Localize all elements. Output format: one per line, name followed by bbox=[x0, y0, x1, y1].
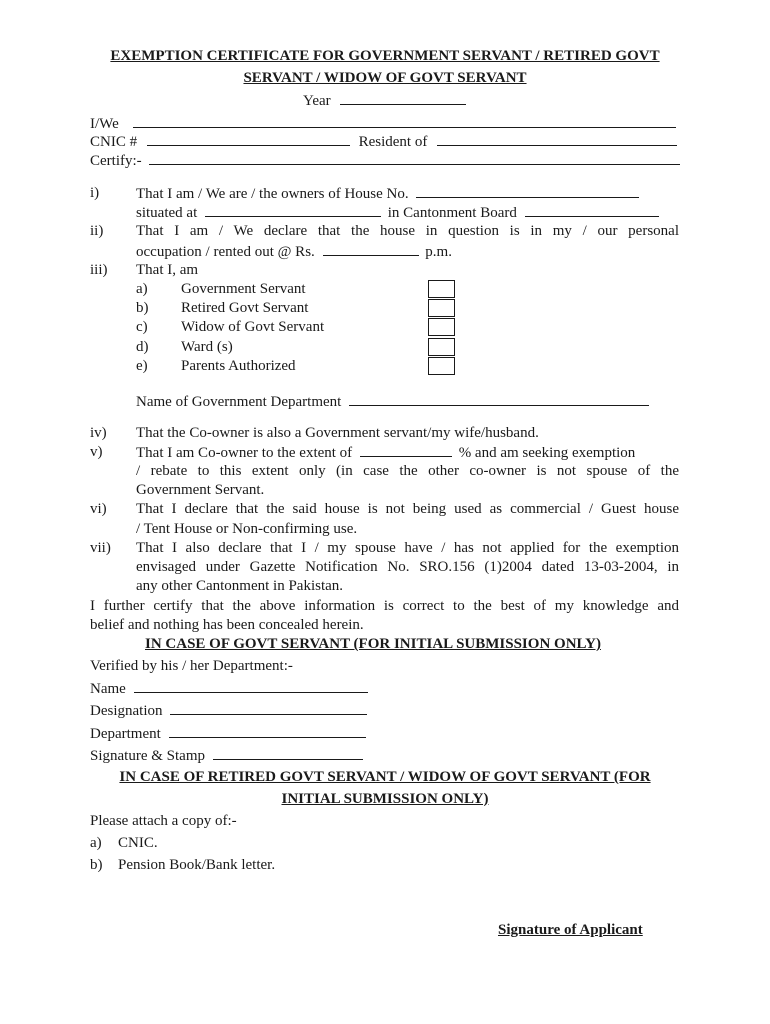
item-iii-text: That I, am bbox=[136, 262, 199, 278]
option-letter: b) bbox=[136, 300, 149, 316]
option-label: Retired Govt Servant bbox=[181, 300, 309, 316]
attach-label: Please attach a copy of:- bbox=[90, 813, 237, 829]
item-v-line-1 bbox=[136, 443, 635, 463]
rent-amount-field[interactable] bbox=[323, 242, 419, 256]
certify-field[interactable] bbox=[149, 151, 680, 165]
designation-field[interactable] bbox=[170, 701, 367, 715]
item-iv-text: That the Co-owner is also a Government servant/my wife/husband. bbox=[136, 425, 539, 441]
option-letter: e) bbox=[136, 358, 148, 374]
department-row bbox=[136, 392, 649, 412]
checkbox-parents-authorized[interactable] bbox=[428, 357, 455, 375]
form-title-line-1: EXEMPTION CERTIFICATE FOR GOVERNMENT SERVANT / RETIRED GOVT bbox=[110, 48, 660, 64]
item-iv-number: iv) bbox=[90, 425, 107, 441]
year-field[interactable] bbox=[340, 91, 466, 105]
option-label: Ward (s) bbox=[181, 339, 233, 355]
further-certify-line-2: belief and nothing has been concealed herein. bbox=[90, 617, 364, 633]
option-label: Widow of Govt Servant bbox=[181, 319, 325, 335]
iwe-field[interactable] bbox=[133, 114, 676, 128]
verifier-name-row bbox=[90, 679, 368, 699]
item-v-number: v) bbox=[90, 444, 103, 460]
designation-label: Designation bbox=[90, 703, 163, 719]
checkbox-widow-govt-servant[interactable] bbox=[428, 318, 455, 336]
attach-a-letter: a) bbox=[90, 835, 102, 851]
verified-label: Verified by his / her Department:- bbox=[90, 658, 293, 674]
option-letter: d) bbox=[136, 339, 149, 355]
attach-b-letter: b) bbox=[90, 857, 103, 873]
item-iii-number: iii) bbox=[90, 262, 108, 278]
department-verify-row bbox=[90, 724, 366, 744]
resident-field[interactable] bbox=[437, 132, 677, 146]
cnic-label: CNIC # bbox=[90, 134, 138, 150]
retired-section-heading-line-1: IN CASE OF RETIRED GOVT SERVANT / WIDOW OF GOVT SERVANT (FOR bbox=[119, 769, 651, 785]
situated-field[interactable] bbox=[205, 203, 381, 217]
department-name-label: Name of Government Department bbox=[136, 394, 342, 410]
item-vii-line-3: any other Cantonment in Pakistan. bbox=[136, 578, 344, 594]
cnic-field[interactable] bbox=[147, 132, 350, 146]
form-title-line-2: SERVANT / WIDOW OF GOVT SERVANT bbox=[243, 70, 527, 86]
checkbox-retired-govt-servant[interactable] bbox=[428, 299, 455, 317]
coowner-extent-field[interactable] bbox=[360, 443, 452, 457]
option-letter: c) bbox=[136, 319, 148, 335]
year-row bbox=[303, 91, 466, 111]
option-label: Government Servant bbox=[181, 281, 306, 297]
item-vii-line-1: That I also declare that I / my spouse have / has not applied for the exemption bbox=[136, 540, 679, 556]
item-ii-line-2 bbox=[136, 242, 452, 262]
item-vii-number: vii) bbox=[90, 540, 111, 556]
attach-b-text: Pension Book/Bank letter. bbox=[118, 857, 276, 873]
signature-stamp-field[interactable] bbox=[213, 746, 363, 760]
year-label: Year bbox=[303, 93, 331, 109]
item-v-line-2: / rebate to this extent only (in case the other co-owner is not spouse of the bbox=[136, 463, 679, 479]
resident-label: Resident of bbox=[358, 134, 428, 150]
coowner-label: That I am Co-owner to the extent of bbox=[136, 445, 353, 461]
item-ii-line-1: That I am / We declare that the house in question is in my / our personal bbox=[136, 223, 679, 239]
iwe-label: I/We bbox=[90, 116, 119, 132]
cantonment-label: in Cantonment Board bbox=[387, 205, 517, 221]
item-v-line-3: Government Servant. bbox=[136, 482, 265, 498]
signature-stamp-row bbox=[90, 746, 363, 766]
item-vi-line-2: / Tent House or Non-confirming use. bbox=[136, 521, 358, 537]
house-no-field[interactable] bbox=[416, 184, 639, 198]
attach-a-text: CNIC. bbox=[118, 835, 158, 851]
cantonment-field[interactable] bbox=[525, 203, 659, 217]
pm-label: p.m. bbox=[425, 244, 452, 260]
govt-section-heading: IN CASE OF GOVT SERVANT (FOR INITIAL SUBMISSION ONLY) bbox=[145, 636, 601, 652]
exemption-label: % and am seeking exemption bbox=[458, 445, 636, 461]
item-vi-number: vi) bbox=[90, 501, 107, 517]
item-i-line-2 bbox=[136, 203, 659, 223]
item-vi-line-1: That I declare that the said house is not being used as commercial / Guest house bbox=[136, 501, 679, 517]
department-name-field[interactable] bbox=[349, 392, 649, 406]
option-label: Parents Authorized bbox=[181, 358, 296, 374]
certify-row bbox=[90, 151, 680, 171]
verifier-name-label: Name bbox=[90, 681, 126, 697]
item-i-number: i) bbox=[90, 185, 100, 201]
designation-row bbox=[90, 701, 367, 721]
item-i-text: That I am / We are / the owners of House No. bbox=[136, 186, 409, 202]
checkbox-government-servant[interactable] bbox=[428, 280, 455, 298]
checkbox-ward[interactable] bbox=[428, 338, 455, 356]
retired-section-heading-line-2: INITIAL SUBMISSION ONLY) bbox=[281, 791, 489, 807]
cnic-row bbox=[90, 132, 677, 152]
signature-of-applicant: Signature of Applicant bbox=[498, 922, 643, 938]
further-certify-line-1: I further certify that the above information is correct to the best of my knowledge and bbox=[90, 598, 679, 614]
rented-label: occupation / rented out @ Rs. bbox=[136, 244, 315, 260]
item-vii-line-2: envisaged under Gazette Notification No. SRO.156 (1)2004 dated 13-03-2004, in bbox=[136, 559, 679, 575]
department-label: Department bbox=[90, 726, 161, 742]
option-letter: a) bbox=[136, 281, 148, 297]
certify-label: Certify:- bbox=[90, 153, 142, 169]
signature-stamp-label: Signature & Stamp bbox=[90, 748, 205, 764]
iwe-row bbox=[90, 114, 676, 134]
item-i-line-1 bbox=[136, 184, 639, 204]
department-field[interactable] bbox=[169, 724, 366, 738]
verifier-name-field[interactable] bbox=[134, 679, 368, 693]
situated-label: situated at bbox=[136, 205, 198, 221]
item-ii-number: ii) bbox=[90, 223, 104, 239]
